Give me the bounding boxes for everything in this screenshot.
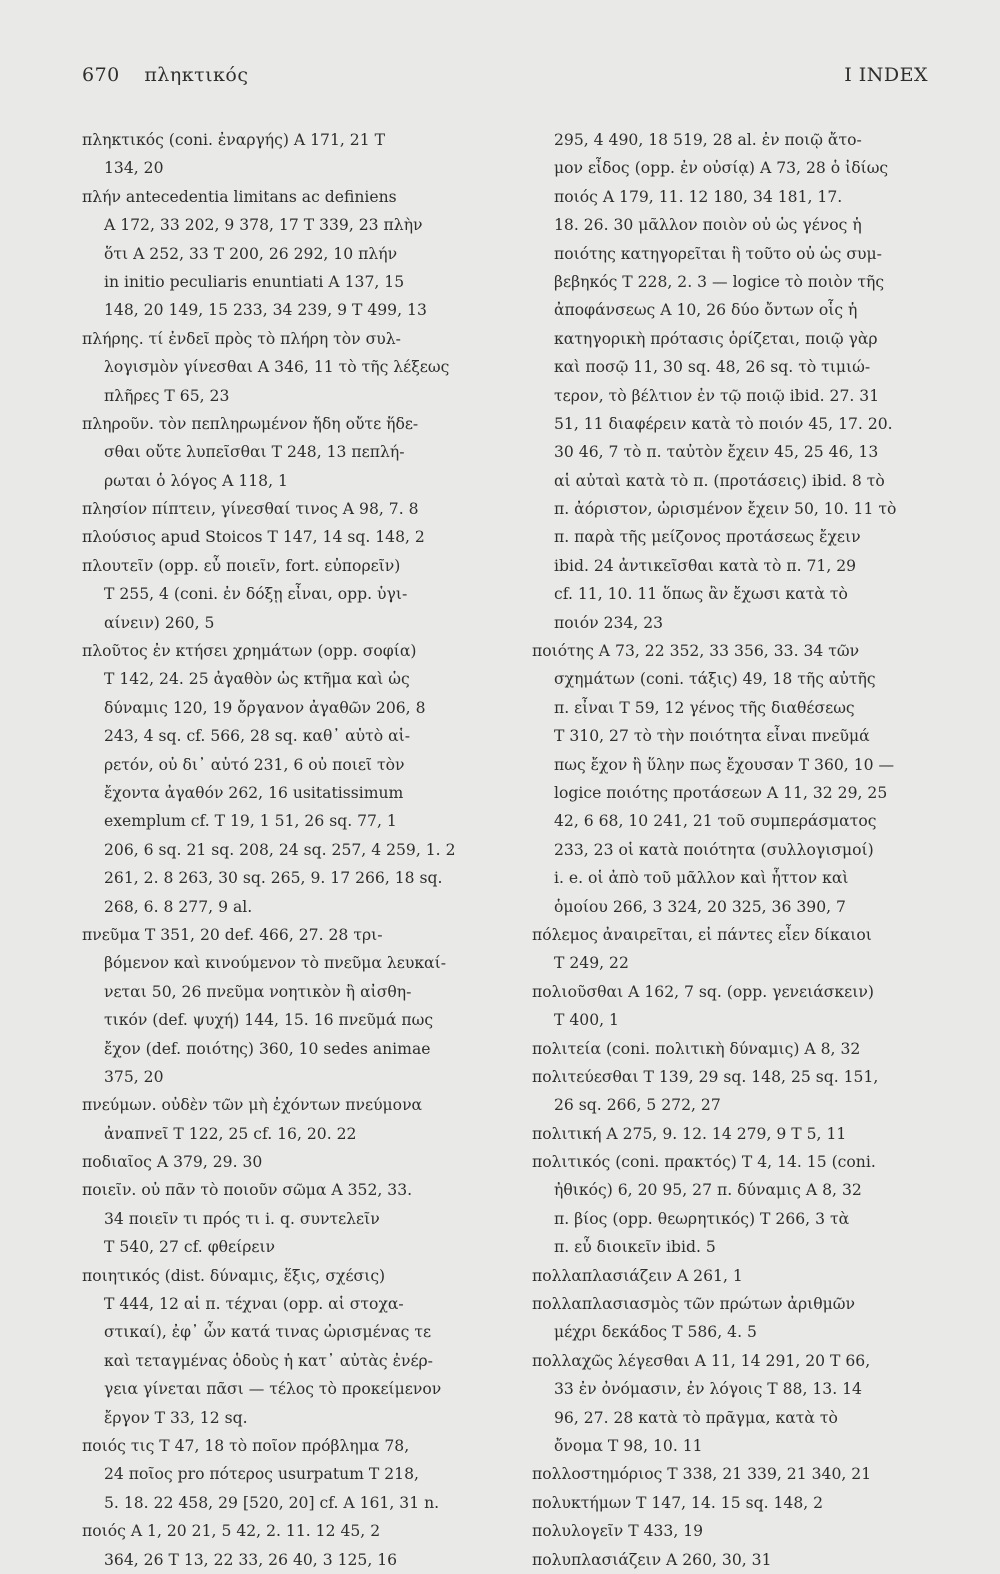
page-header-left xyxy=(82,64,249,86)
right-column-continuation-line: 96, 27. 28 κατὰ τὸ πρᾶγμα, κατὰ τὸ xyxy=(554,1408,838,1427)
right-column-continuation-line: ποιός A 179, 11. 12 180, 34 181, 17. xyxy=(554,187,843,206)
left-column-continuation-line: 268, 6. 8 277, 9 al. xyxy=(104,897,253,916)
right-column-continuation-line: αἱ αὐταὶ κατὰ τὸ π. (προτάσεις) ibid. 8 τὸ xyxy=(554,471,885,490)
left-column-continuation-line: ἔργον T 33, 12 sq. xyxy=(104,1408,248,1427)
right-column-continuation-line: βεβηκός T 228, 2. 3 — logice τὸ ποιὸν τῆς xyxy=(554,272,885,291)
right-column-continuation-line: 18. 26. 30 μᾶλλον ποιὸν οὐ ὡς γένος ἡ xyxy=(554,216,862,235)
right-column-entry-line: πολυλογεῖν T 433, 19 xyxy=(532,1522,704,1541)
left-column-entry-line: ποιός A 1, 20 21, 5 42, 2. 11. 12 45, 2 xyxy=(82,1522,381,1541)
right-column-entry-line: πολιοῦσθαι A 162, 7 sq. (opp. γενειάσκειν) xyxy=(532,982,874,1001)
left-column-entry-line: πληροῦν. τὸν πεπληρωμένον ἤδη οὔτε ἥδε- xyxy=(82,414,419,433)
left-column-continuation-line: 34 ποιεῖν τι πρός τι i. q. συντελεῖν xyxy=(104,1209,380,1228)
right-column-continuation-line: T 310, 27 τὸ τὴν ποιότητα εἶναι πνεῦμά xyxy=(554,727,870,746)
right-column-continuation-line: ποιόν 234, 23 xyxy=(554,613,664,632)
right-column-continuation-line: 51, 11 διαφέρειν κατὰ τὸ ποιόν 45, 17. 20. xyxy=(554,414,893,433)
left-column-continuation-line: καὶ τεταγμένας ὁδοὺς ἡ κατ᾿ αὐτὰς ἐνέρ- xyxy=(104,1351,433,1370)
left-column-continuation-line: νεται 50, 26 πνεῦμα νοητικὸν ἢ αἰσθη- xyxy=(104,982,412,1001)
right-column-continuation-line: logice ποιότης προτάσεων A 11, 32 29, 25 xyxy=(554,783,888,802)
left-column-entry-line: πληκτικός (coni. ἐναργής) A 171, 21 T xyxy=(82,131,386,149)
left-column-continuation-line: 134, 20 xyxy=(104,159,164,178)
right-column-entry-line: πολιτικός (coni. πρακτός) T 4, 14. 15 (coni. xyxy=(532,1153,876,1172)
section-heading: I INDEX xyxy=(844,64,928,86)
right-column-entry-line: πολλαπλασιάζειν A 261, 1 xyxy=(532,1266,743,1285)
left-column-continuation-line: πλῆρες T 65, 23 xyxy=(104,386,230,405)
right-column-entry-line: πολυκτήμων T 147, 14. 15 sq. 148, 2 xyxy=(532,1493,824,1512)
left-column-continuation-line: 375, 20 xyxy=(104,1067,164,1086)
left-column-continuation-line: T 444, 12 αἱ π. τέχναι (opp. αἱ στοχα- xyxy=(104,1295,404,1314)
left-column-continuation-line: T 142, 24. 25 ἀγαθὸν ὡς κτῆμα καὶ ὡς xyxy=(104,670,410,689)
left-column-entry-line: πνεῦμα T 351, 20 def. 466, 27. 28 τρι- xyxy=(82,925,383,944)
left-column-continuation-line: 243, 4 sq. cf. 566, 28 sq. καθ᾿ αὑτὸ αἱ- xyxy=(104,727,411,746)
right-column-continuation-line: cf. 11, 10. 11 ὅπως ἂν ἔχωσι κατὰ τὸ xyxy=(554,585,848,604)
page-number: 670 xyxy=(82,64,120,86)
left-column-entry-line: πλήρης. τί ἐνδεῖ πρὸς τὸ πλήρη τὸν συλ- xyxy=(82,329,401,348)
left-column-continuation-line: 148, 20 149, 15 233, 34 239, 9 T 499, 13 xyxy=(104,301,427,320)
left-column-continuation-line: βόμενον καὶ κινούμενον τὸ πνεῦμα λευκαί- xyxy=(104,954,446,973)
left-column-entry-line: πλοῦτος ἐν κτήσει χρημάτων (opp. σοφία) xyxy=(82,642,417,661)
right-column-entry-line: πολιτεύεσθαι T 139, 29 sq. 148, 25 sq. 151, xyxy=(532,1067,879,1086)
right-column-continuation-line: 30 46, 7 τὸ π. ταὐτὸν ἔχειν 45, 25 46, 13 xyxy=(554,443,879,462)
left-column-continuation-line: σθαι οὔτε λυπεῖσθαι T 248, 13 πεπλή- xyxy=(104,443,405,462)
right-column-continuation-line: π. βίος (opp. θεωρητικός) T 266, 3 τὰ xyxy=(554,1209,850,1228)
left-column-entry-line: ποιός τις T 47, 18 τὸ ποῖον πρόβλημα 78, xyxy=(82,1436,410,1455)
right-column-continuation-line: π. ἀόριστον, ὡρισμένον ἔχειν 50, 10. 11 τὸ xyxy=(554,500,897,519)
right-column-continuation-line: i. e. οἱ ἀπὸ τοῦ μᾶλλον καὶ ἧττον καὶ xyxy=(554,869,849,888)
right-column-continuation-line: ibid. 24 ἀντικεῖσθαι κατὰ τὸ π. 71, 29 xyxy=(554,556,857,575)
left-column-entry-line: πλησίον πίπτειν, γίνεσθαί τινος A 98, 7. 8 xyxy=(82,500,419,519)
left-column-entry-line: ποδιαῖος A 379, 29. 30 xyxy=(82,1153,263,1172)
right-column-entry-line: πολυπλασιάζειν A 260, 30, 31 xyxy=(532,1550,772,1569)
right-column-continuation-line: T 249, 22 xyxy=(554,954,629,973)
right-column-continuation-line: ὄνομα T 98, 10. 11 xyxy=(554,1436,703,1455)
right-column-continuation-line: 295, 4 490, 18 519, 28 al. ἐν ποιῷ ἄτο- xyxy=(554,131,862,149)
right-column-continuation-line: 233, 23 οἱ κατὰ ποιότητα (συλλογισμοί) xyxy=(554,840,874,859)
left-column-continuation-line: ἀναπνεῖ T 122, 25 cf. 16, 20. 22 xyxy=(104,1124,357,1143)
right-column-continuation-line: 26 sq. 266, 5 272, 27 xyxy=(554,1096,721,1115)
left-column-continuation-line: 206, 6 sq. 21 sq. 208, 24 sq. 257, 4 259, 1. 2 xyxy=(104,840,456,859)
left-column-continuation-line: 5. 18. 22 458, 29 [520, 20] cf. A 161, 31 n. xyxy=(104,1493,440,1512)
running-title: πληκτικός xyxy=(144,64,249,86)
left-column-continuation-line: τικόν (def. ψυχή) 144, 15. 16 πνεῦμά πως xyxy=(104,1011,434,1030)
left-column-continuation-line: T 255, 4 (coni. ἐν δόξῃ εἶναι, opp. ὑγι- xyxy=(104,585,408,604)
left-column-continuation-line: λογισμὸν γίνεσθαι A 346, 11 τὸ τῆς λέξεως xyxy=(104,358,450,377)
right-column-continuation-line: ποιότης κατηγορεῖται ἢ τοῦτο οὐ ὡς συμ- xyxy=(554,244,882,263)
right-column-entry-line: πολλοστημόριος T 338, 21 339, 21 340, 21 xyxy=(532,1465,872,1484)
right-column-continuation-line: τερον, τὸ βέλτιον ἐν τῷ ποιῷ ibid. 27. 31 xyxy=(554,386,880,405)
right-column-entry-line: πόλεμος ἀναιρεῖται, εἰ πάντες εἶεν δίκαιοι xyxy=(532,925,872,944)
left-column-continuation-line: ὅτι A 252, 33 T 200, 26 292, 10 πλήν xyxy=(104,244,398,263)
right-column-continuation-line: μον εἶδος (opp. ἐν οὐσίᾳ) A 73, 28 ὁ ἰδίως xyxy=(554,159,889,178)
left-column-continuation-line: στικαί), ἐφ᾿ ὧν κατά τινας ὡρισμένας τε xyxy=(104,1323,432,1342)
right-column-entry-line: πολιτεία (coni. πολιτικὴ δύναμις) A 8, 32 xyxy=(532,1039,861,1058)
right-column-continuation-line: 42, 6 68, 10 241, 21 τοῦ συμπεράσματος xyxy=(554,812,877,831)
left-column-continuation-line: αίνειν) 260, 5 xyxy=(104,613,215,632)
left-column-continuation-line: 364, 26 T 13, 22 33, 26 40, 3 125, 16 xyxy=(104,1550,398,1569)
right-column-entry-line: πολλαχῶς λέγεσθαι A 11, 14 291, 20 T 66, xyxy=(532,1351,871,1370)
right-column xyxy=(532,126,937,1574)
left-column-continuation-line: ρωται ὁ λόγος A 118, 1 xyxy=(104,471,288,490)
right-column-continuation-line: π. εὖ διοικεῖν ibid. 5 xyxy=(554,1238,716,1257)
right-column-continuation-line: σχημάτων (coni. τάξις) 49, 18 τῆς αὐτῆς xyxy=(554,670,876,689)
right-column-continuation-line: καὶ ποσῷ 11, 30 sq. 48, 26 sq. τὸ τιμιώ- xyxy=(554,358,871,377)
right-column-continuation-line: πως ἔχον ἢ ὕλην πως ἔχουσαν T 360, 10 — xyxy=(554,755,895,774)
right-column-continuation-line: μέχρι δεκάδος T 586, 4. 5 xyxy=(554,1323,757,1342)
left-column-continuation-line: 24 ποῖος pro πότερος usurpatum T 218, xyxy=(104,1465,419,1484)
right-column-entry-line: ποιότης A 73, 22 352, 33 356, 33. 34 τῶν xyxy=(532,642,860,661)
left-column-entry-line: πλήν antecedentia limitans ac definiens xyxy=(82,187,397,206)
left-column-continuation-line: γεια γίνεται πᾶσι — τέλος τὸ προκείμενον xyxy=(104,1380,442,1399)
right-column-continuation-line: κατηγορικὴ πρότασις ὁρίζεται, ποιῷ γὰρ xyxy=(554,329,878,348)
left-column-continuation-line: ἔχον (def. ποιότης) 360, 10 sedes animae xyxy=(104,1039,431,1058)
left-column-entry-line: πλουτεῖν (opp. εὖ ποιεῖν, fort. εὐπορεῖν) xyxy=(82,556,401,575)
left-column-entry-line: πνεύμων. οὐδὲν τῶν μὴ ἐχόντων πνεύμονα xyxy=(82,1096,423,1115)
left-column-entry-line: πλούσιος apud Stoicos T 147, 14 sq. 148, 2 xyxy=(82,528,425,547)
left-column-continuation-line: T 540, 27 cf. φθείρειν xyxy=(104,1238,276,1257)
right-column-continuation-line: π. εἶναι T 59, 12 γένος τῆς διαθέσεως xyxy=(554,698,855,717)
left-column-entry-line: ποιεῖν. οὐ πᾶν τὸ ποιοῦν σῶμα A 352, 33. xyxy=(82,1181,413,1200)
left-column-continuation-line: A 172, 33 202, 9 378, 17 T 339, 23 πλὴν xyxy=(104,216,423,235)
right-column-continuation-line: ἀποφάνσεως A 10, 26 δύο ὄντων οἷς ἡ xyxy=(554,301,858,320)
left-column-entry-line: ποιητικός (dist. δύναμις, ἕξις, σχέσις) xyxy=(82,1266,386,1285)
left-column-continuation-line: δύναμις 120, 19 ὄργανον ἀγαθῶν 206, 8 xyxy=(104,698,426,717)
right-column-continuation-line: T 400, 1 xyxy=(554,1011,619,1030)
left-column-continuation-line: ἔχοντα ἀγαθόν 262, 16 usitatissimum xyxy=(104,783,404,802)
right-column-entry-line: πολλαπλασιασμὸς τῶν πρώτων ἀριθμῶν xyxy=(532,1295,855,1314)
left-column-continuation-line: exemplum cf. T 19, 1 51, 26 sq. 77, 1 xyxy=(104,812,397,831)
right-column-continuation-line: π. παρὰ τῆς μείζονος προτάσεως ἔχειν xyxy=(554,528,861,547)
right-column-continuation-line: 33 ἐν ὀνόμασιν, ἐν λόγοις T 88, 13. 14 xyxy=(554,1380,862,1399)
right-column-entry-line: πολιτική A 275, 9. 12. 14 279, 9 T 5, 11 xyxy=(532,1124,847,1143)
right-column-continuation-line: ἠθικός) 6, 20 95, 27 π. δύναμις A 8, 32 xyxy=(554,1181,862,1200)
left-column-continuation-line: ρετόν, οὐ δι᾿ αὑτό 231, 6 οὐ ποιεῖ τὸν xyxy=(104,755,405,774)
left-column xyxy=(82,126,512,1574)
left-column-continuation-line: in initio peculiaris enuntiati A 137, 15 xyxy=(104,272,405,291)
right-column-continuation-line: ὁμοίου 266, 3 324, 20 325, 36 390, 7 xyxy=(554,897,846,916)
left-column-continuation-line: 261, 2. 8 263, 30 sq. 265, 9. 17 266, 18 sq. xyxy=(104,869,443,888)
